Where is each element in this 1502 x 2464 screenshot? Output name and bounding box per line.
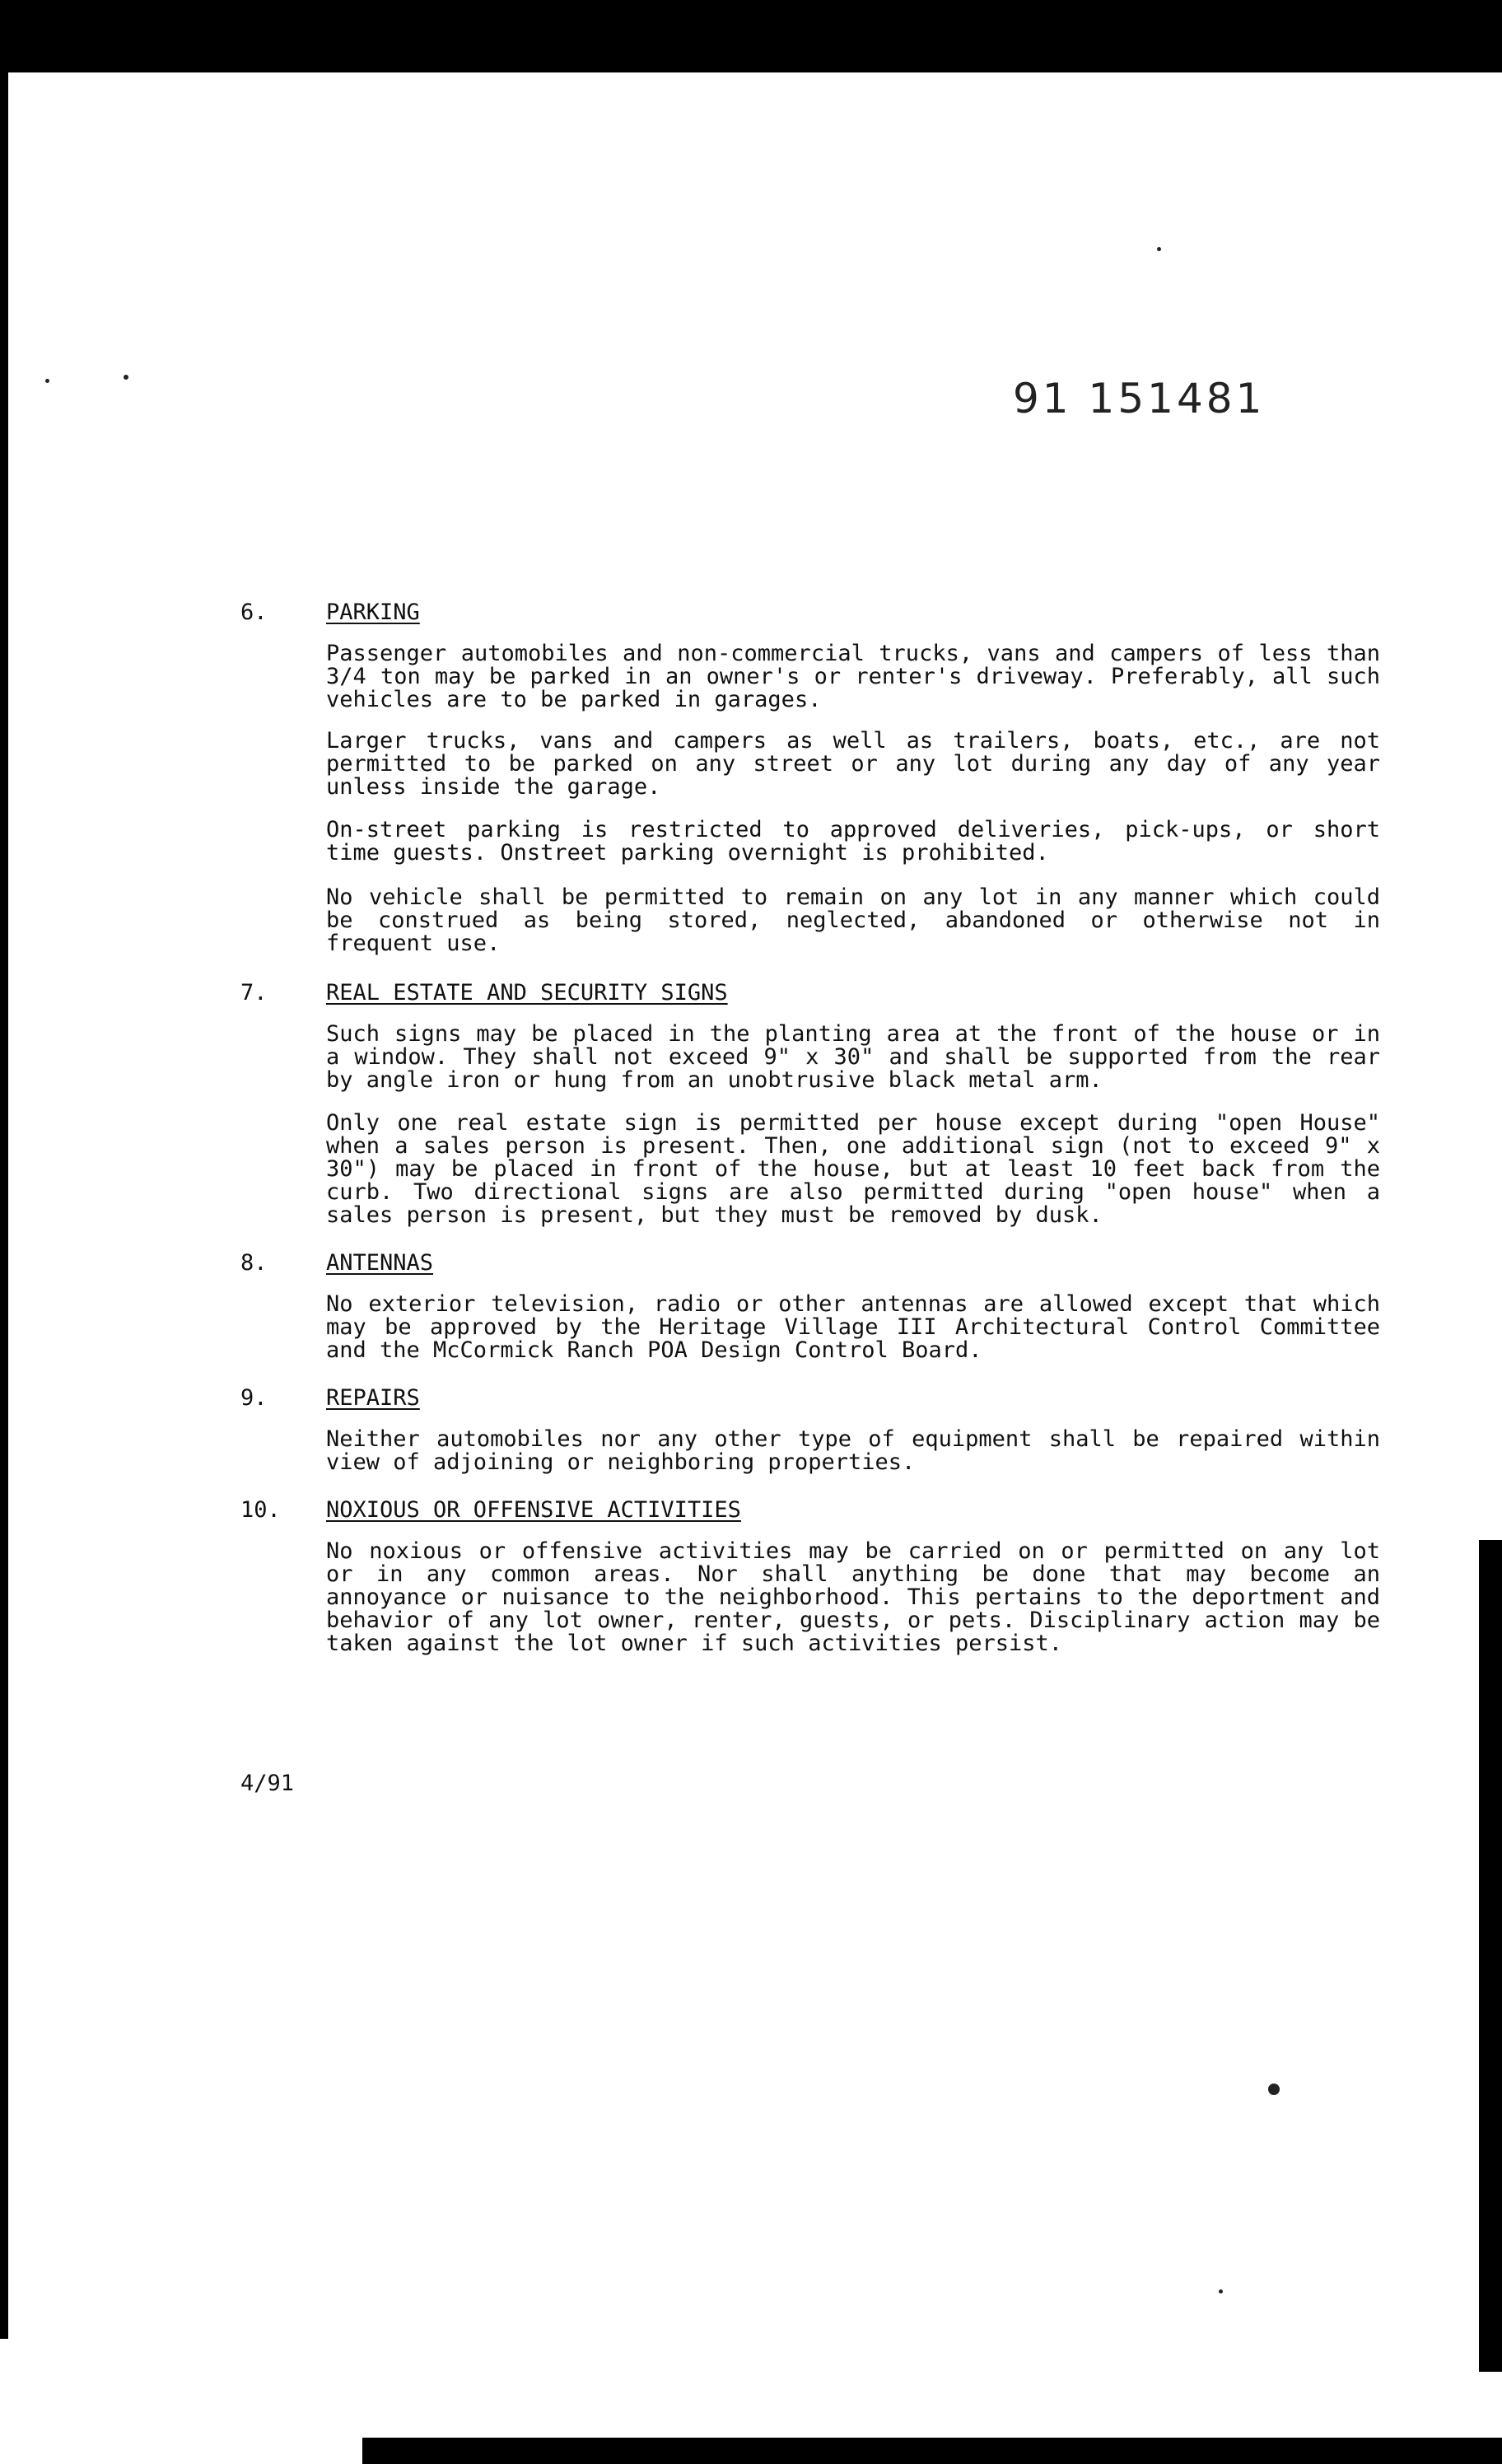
scan-speck <box>1219 2289 1223 2294</box>
paragraph: No exterior television, radio or other antennas are allowed except that which may be approved by the Heritage Village III Architectural Control Committee and the McCormick Ranch POA Design Control Board. <box>326 1291 1380 1363</box>
section-number: 8. <box>240 1250 268 1276</box>
paragraph: Such signs may be placed in the planting area at the front of the house or in a window. They shall not exceed 9" x 30" and shall be supported from the rear by angle iron or hung from an unobtrusive black metal arm. <box>326 1021 1380 1093</box>
paragraph: Larger trucks, vans and campers as well as trailers, boats, etc., are not permitted to be parked on any street or any lot during any day of any year unless inside the garage. <box>326 728 1380 800</box>
scan-speck <box>45 379 49 383</box>
scan-speck <box>1268 2084 1280 2095</box>
section-number: 10. <box>240 1497 281 1523</box>
paragraph: No vehicle shall be permitted to remain on any lot in any manner which could be construed as being stored, neglected, abandoned or otherwise not in frequent use. <box>326 884 1380 956</box>
paragraph: Only one real estate sign is permitted per house except during "open House" when a sales person is present. Then, one additional sign (not to exceed 9" x 30") may be placed in front of the house, but at least 10 feet back from the curb. Two directional signs are also permitted during "open house" when a sales person is present, but they must be removed by dusk. <box>326 1110 1380 1228</box>
section-title: REAL ESTATE AND SECURITY SIGNS <box>326 980 728 1006</box>
scan-border-top <box>0 0 1502 76</box>
section-title: ANTENNAS <box>326 1250 434 1276</box>
paragraph: On-street parking is restricted to approved deliveries, pick-ups, or short time guests. Onstreet parking overnight is prohibited. <box>326 817 1380 866</box>
section-number: 6. <box>240 600 268 625</box>
section-title: NOXIOUS OR OFFENSIVE ACTIVITIES <box>326 1497 741 1523</box>
footer-date: 4/91 <box>240 1771 295 1796</box>
document-number: 91 151481 <box>1013 375 1266 422</box>
scan-border-right <box>1479 1540 1502 2372</box>
scan-speck <box>124 375 128 380</box>
paragraph: Passenger automobiles and non-commercial trucks, vans and campers of less than 3/4 ton may be parked in an owner's or renter's driveway. Preferably, all such vehicles are to be parked in garages. <box>326 641 1380 712</box>
paragraph: Neither automobiles nor any other type of equipment shall be repaired within view of adjoining or neighboring properties. <box>326 1426 1380 1475</box>
section-number: 9. <box>240 1385 268 1411</box>
paragraph: No noxious or offensive activities may be carried on or permitted on any lot or in any common areas. Nor shall anything be done that may become an annoyance or nuisance to the neighborhood. This pertains to the deportment and behavior of any lot owner, renter, guests, or pets. Disciplinary action may be taken against the lot owner if such activities persist. <box>326 1538 1380 1656</box>
section-title: REPAIRS <box>326 1385 420 1411</box>
section-number: 7. <box>240 980 268 1006</box>
scan-speck <box>1157 247 1161 251</box>
scan-artifact-bottom-left <box>0 2339 362 2464</box>
section-title: PARKING <box>326 600 420 625</box>
